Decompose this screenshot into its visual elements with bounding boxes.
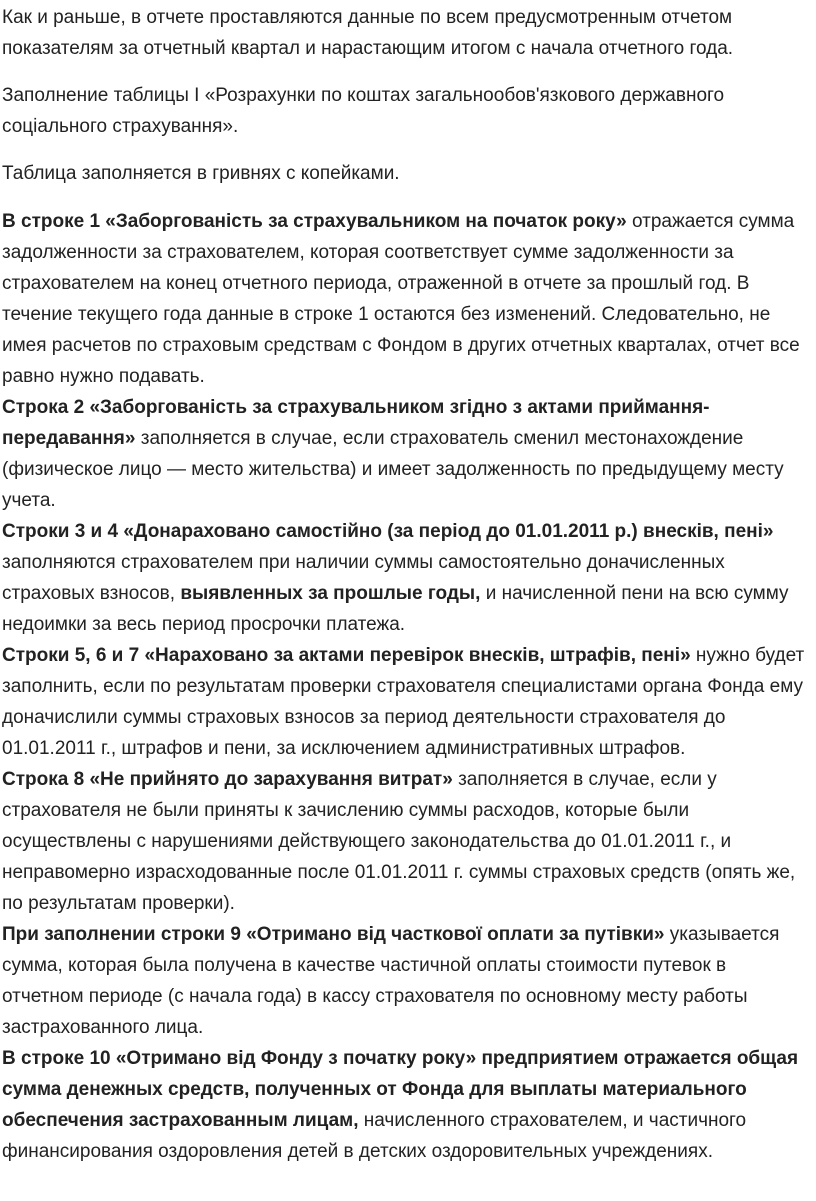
paragraph-row-10 <box>2 1043 812 1167</box>
paragraph-text: указывается сумма, которая была получена в качестве частичной оплаты стоимости путевок в отчетном периоде (с начала года) в кассу страхователя по основному месту работы застрахованного лица. <box>2 924 780 1038</box>
paragraph-rows-3-4 <box>2 516 812 640</box>
bold-lead: Строки 5, 6 и 7 «Нараховано за актами перевірок внесків, штрафів, пені» <box>2 645 691 666</box>
paragraph-text: начисленного страхователем, и частичного финансирования оздоровления детей в детских оздоровительных учреждениях. <box>2 1110 747 1162</box>
paragraph-text: и начисленной пени на всю сумму недоимки за весь период просрочки платежа. <box>2 583 789 635</box>
paragraph-text: Заполнение таблицы I «Розрахунки по коштах загальнообов'язкового державного соціального страхування». <box>2 85 725 137</box>
paragraph-text: нужно будет заполнить, если по результатам проверки страхователя специалистами органа Фонда ему доначислили суммы страховых взносов за период деятельности страхователя до 01.01.2011 г., штрафов и пени, за исключением административных штрафов. <box>2 645 805 759</box>
paragraph-text: отражается сумма задолженности за страхователем, которая соответствует сумме задолженности за страхователем на конец отчетного периода, отраженной в отчете за прошлый год. В течение текущего года данные в строке 1 остаются без изменений. Следовательно, не имея расчетов по страховым средствам с Фондом в других отчетных кварталах, отчет все равно нужно подавать. <box>2 211 800 387</box>
paragraph-row-8 <box>2 764 812 919</box>
bold-emphasis: выявленных за прошлые годы, <box>180 583 481 604</box>
bold-lead: При заполнении строки 9 «Отримано від часткової оплати за путівки» <box>2 924 665 945</box>
paragraph-text: заполняются страхователем при наличии суммы самостоятельно доначисленных страховых взносов, <box>2 552 725 604</box>
paragraph-intro <box>2 2 812 64</box>
paragraph-text: Таблица заполняется в гривнях с копейками. <box>2 163 400 184</box>
paragraph-text: заполняется в случае, если страхователь сменил местонахождение (физическое лицо — место жительства) и имеет задолженность по предыдущему месту учета. <box>2 428 784 511</box>
bold-lead: Строка 8 «Не прийнято до зарахування витрат» <box>2 769 453 790</box>
paragraph-row-2 <box>2 392 812 516</box>
paragraph-text: заполняется в случае, если у страхователя не были приняты к зачислению суммы расходов, которые были осуществлены с нарушениями действующего законодательства до 01.01.2011 г., и неправомерно израсходованные после 01.01.2011 г. суммы страховых средств (опять же, по результатам проверки). <box>2 769 796 914</box>
paragraph-currency-note <box>2 158 812 189</box>
paragraph-row-9 <box>2 919 812 1043</box>
paragraph-rows-5-7 <box>2 640 812 764</box>
bold-lead: Строка 2 «Заборгованість за страхувальником згідно з актами приймання-передавання» <box>2 397 710 449</box>
bold-lead: В строке 10 «Отримано від Фонду з початку року» предприятием отражается общая сумма денежных средств, полученных от Фонда для выплаты материального обеспечения застрахованным лицам, <box>2 1048 799 1131</box>
paragraph-text: Как и раньше, в отчете проставляются данные по всем предусмотренным отчетом показателям за отчетный квартал и нарастающим итогом с начала отчетного года. <box>2 7 734 59</box>
paragraph-row-1 <box>2 206 812 392</box>
bold-lead: Строки 3 и 4 «Донараховано самостійно (за період до 01.01.2011 р.) внесків, пені» <box>2 521 774 542</box>
bold-lead: В строке 1 «Заборгованість за страхувальником на початок року» <box>2 211 627 232</box>
paragraph-table-i-title <box>2 80 812 142</box>
